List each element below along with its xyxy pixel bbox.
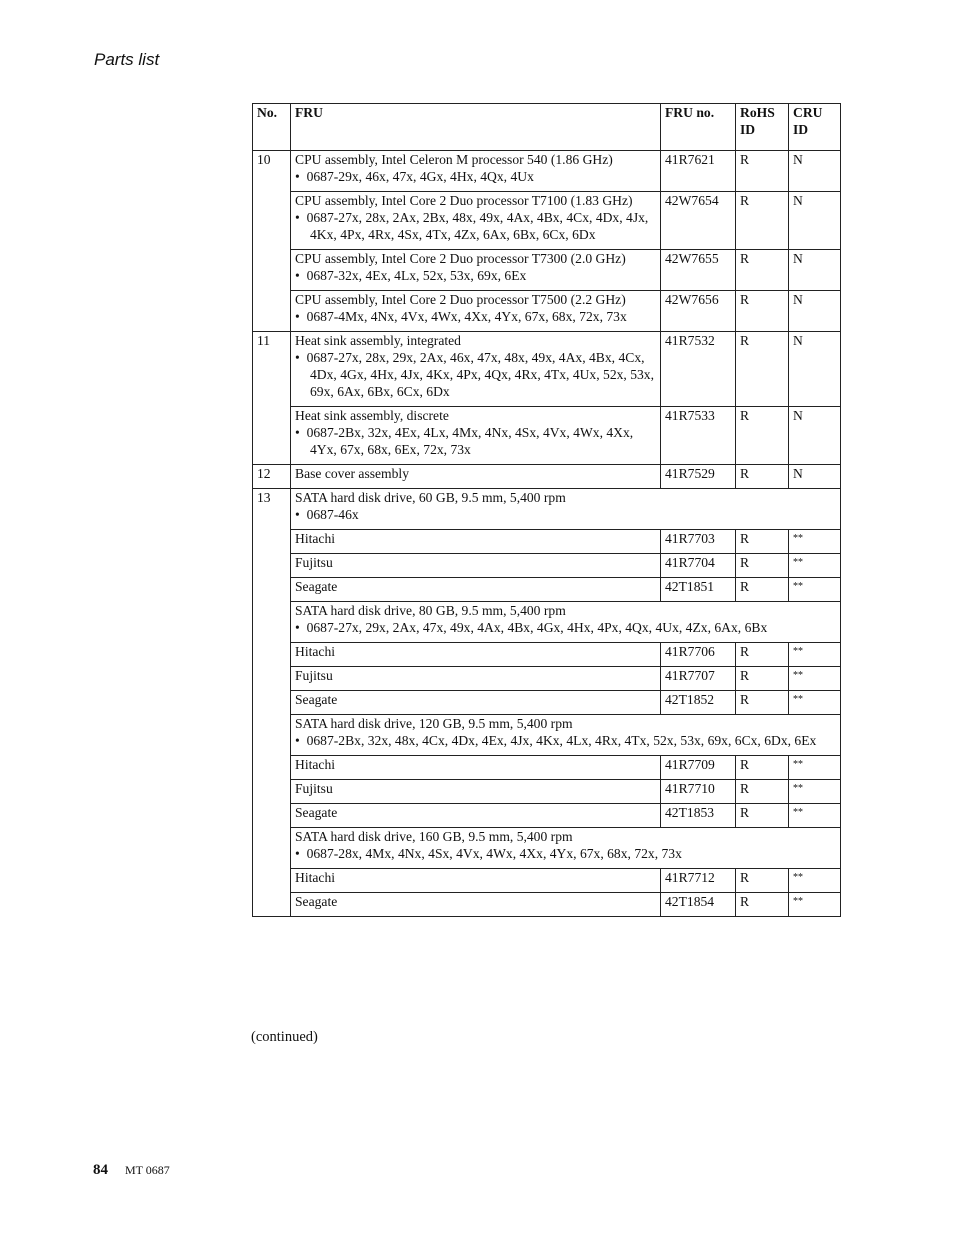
header-fru-no: FRU no. <box>661 104 736 151</box>
model-numbers: 0687-27x, 28x, 2Ax, 2Bx, 48x, 49x, 4Ax, 4Bx, 4Cx, 4Dx, 4Jx, 4Kx, 4Px, 4Rx, 4Sx, 4Tx, 4Zx, 6Ax, 6Bx, 6Cx, 6Dx <box>306 210 649 242</box>
table-row <box>253 667 841 691</box>
model-list <box>295 349 656 400</box>
vendor-name: Seagate <box>291 691 661 715</box>
rohs-id: R <box>736 192 789 250</box>
fru-number: 41R7707 <box>661 667 736 691</box>
fru-number: 42W7656 <box>661 291 736 332</box>
fru-description: SATA hard disk drive, 160 GB, 9.5 mm, 5,400 rpm <box>295 829 573 844</box>
page-number: 84 <box>93 1162 108 1178</box>
model-list <box>295 209 656 243</box>
fru-number: 42T1851 <box>661 578 736 602</box>
table-row <box>253 602 841 643</box>
table-row <box>253 578 841 602</box>
fru-description-cell <box>291 291 661 332</box>
fru-number: 41R7704 <box>661 554 736 578</box>
model-list <box>295 308 656 325</box>
fru-description-cell <box>291 715 841 756</box>
header-no: No. <box>253 104 291 151</box>
model-numbers: 0687-32x, 4Ex, 4Lx, 52x, 53x, 69x, 6Ex <box>306 268 527 283</box>
model-numbers: 0687-27x, 28x, 29x, 2Ax, 46x, 47x, 48x, 49x, 4Ax, 4Bx, 4Cx, 4Dx, 4Gx, 4Hx, 4Jx, 4Kx, 4Px, 4Qx, 4Rx, 4Tx, 4Ux, 52x, 53x, 69x, 6Ax, 6Bx, 6Cx, 6Dx <box>306 350 655 399</box>
table-row <box>253 192 841 250</box>
vendor-name: Fujitsu <box>291 780 661 804</box>
model-list <box>295 168 656 185</box>
cru-id: ** <box>789 578 841 602</box>
model-numbers: 0687-4Mx, 4Nx, 4Vx, 4Wx, 4Xx, 4Yx, 67x, 68x, 72x, 73x <box>306 309 627 324</box>
vendor-name: Seagate <box>291 893 661 917</box>
model-numbers: 0687-2Bx, 32x, 4Ex, 4Lx, 4Mx, 4Nx, 4Sx, 4Vx, 4Wx, 4Xx, 4Yx, 67x, 68x, 6Ex, 72x, 73x <box>306 425 634 457</box>
rohs-id: R <box>736 893 789 917</box>
header-cru: CRU ID <box>789 104 841 151</box>
rohs-id: R <box>736 756 789 780</box>
continued-note: (continued) <box>251 1029 318 1045</box>
fru-description-cell <box>291 151 661 192</box>
cru-id: N <box>789 151 841 192</box>
cru-id: ** <box>789 869 841 893</box>
vendor-name: Seagate <box>291 578 661 602</box>
rohs-id: R <box>736 291 789 332</box>
table-row <box>253 291 841 332</box>
fru-description: Heat sink assembly, discrete <box>295 408 449 423</box>
rohs-id: R <box>736 554 789 578</box>
cru-id: ** <box>789 530 841 554</box>
cru-id: N <box>789 465 841 489</box>
fru-description: Base cover assembly <box>295 466 410 481</box>
fru-description: CPU assembly, Intel Core 2 Duo processor T7500 (2.2 GHz) <box>295 292 626 307</box>
table-row <box>253 530 841 554</box>
fru-number: 41R7532 <box>661 332 736 407</box>
table-row <box>253 554 841 578</box>
model-list <box>295 267 656 284</box>
fru-number: 42W7654 <box>661 192 736 250</box>
bullet-icon: • <box>295 309 300 324</box>
model-numbers: 0687-46x <box>306 507 359 522</box>
fru-description-cell <box>291 828 841 869</box>
table-row <box>253 893 841 917</box>
table-row <box>253 643 841 667</box>
fru-number: 41R7709 <box>661 756 736 780</box>
rohs-id: R <box>736 407 789 465</box>
item-number: 12 <box>253 465 291 489</box>
fru-description: CPU assembly, Intel Core 2 Duo processor T7300 (2.0 GHz) <box>295 251 626 266</box>
fru-number: 42T1853 <box>661 804 736 828</box>
cru-id: ** <box>789 780 841 804</box>
item-number: 13 <box>253 489 291 917</box>
rohs-id: R <box>736 643 789 667</box>
rohs-id: R <box>736 332 789 407</box>
fru-description: CPU assembly, Intel Celeron M processor 540 (1.86 GHz) <box>295 152 613 167</box>
bullet-icon: • <box>295 425 300 440</box>
cru-id: N <box>789 291 841 332</box>
fru-description-cell <box>291 489 841 530</box>
fru-description-cell <box>291 407 661 465</box>
rohs-id: R <box>736 530 789 554</box>
table-row <box>253 804 841 828</box>
table-row <box>253 756 841 780</box>
rohs-id: R <box>736 691 789 715</box>
parts-table <box>252 103 841 917</box>
table-row <box>253 465 841 489</box>
fru-description-cell <box>291 465 661 489</box>
cru-id: ** <box>789 554 841 578</box>
cru-id: N <box>789 250 841 291</box>
model-list <box>295 845 836 862</box>
fru-number: 41R7712 <box>661 869 736 893</box>
model-numbers: 0687-28x, 4Mx, 4Nx, 4Sx, 4Vx, 4Wx, 4Xx, 4Yx, 67x, 68x, 72x, 73x <box>306 846 682 861</box>
model-list <box>295 506 836 523</box>
rohs-id: R <box>736 804 789 828</box>
fru-number: 42T1852 <box>661 691 736 715</box>
fru-description-cell <box>291 192 661 250</box>
bullet-icon: • <box>295 846 300 861</box>
fru-description: SATA hard disk drive, 80 GB, 9.5 mm, 5,400 rpm <box>295 603 566 618</box>
table-row <box>253 407 841 465</box>
cru-id: ** <box>789 643 841 667</box>
fru-description-cell <box>291 332 661 407</box>
document-id: MT 0687 <box>125 1163 170 1177</box>
item-number: 10 <box>253 151 291 332</box>
page-footer <box>93 1162 170 1179</box>
fru-description: SATA hard disk drive, 120 GB, 9.5 mm, 5,400 rpm <box>295 716 573 731</box>
vendor-name: Hitachi <box>291 530 661 554</box>
cru-id: ** <box>789 893 841 917</box>
cru-id: ** <box>789 756 841 780</box>
fru-number: 41R7710 <box>661 780 736 804</box>
rohs-id: R <box>736 578 789 602</box>
header-fru: FRU <box>291 104 661 151</box>
fru-number: 41R7706 <box>661 643 736 667</box>
vendor-name: Hitachi <box>291 643 661 667</box>
fru-number: 41R7533 <box>661 407 736 465</box>
rohs-id: R <box>736 869 789 893</box>
table-row <box>253 828 841 869</box>
fru-number: 41R7529 <box>661 465 736 489</box>
rohs-id: R <box>736 250 789 291</box>
table-row <box>253 489 841 530</box>
cru-id: N <box>789 192 841 250</box>
rohs-id: R <box>736 151 789 192</box>
fru-description: CPU assembly, Intel Core 2 Duo processor T7100 (1.83 GHz) <box>295 193 633 208</box>
header-rohs: RoHS ID <box>736 104 789 151</box>
rohs-id: R <box>736 667 789 691</box>
model-list <box>295 732 836 749</box>
table-row <box>253 715 841 756</box>
cru-id: N <box>789 332 841 407</box>
fru-description: SATA hard disk drive, 60 GB, 9.5 mm, 5,400 rpm <box>295 490 566 505</box>
fru-number: 42T1854 <box>661 893 736 917</box>
bullet-icon: • <box>295 620 300 635</box>
fru-description-cell <box>291 602 841 643</box>
fru-description-cell <box>291 250 661 291</box>
table-row <box>253 151 841 192</box>
item-number: 11 <box>253 332 291 465</box>
bullet-icon: • <box>295 210 300 225</box>
fru-number: 41R7621 <box>661 151 736 192</box>
vendor-name: Fujitsu <box>291 554 661 578</box>
fru-description: Heat sink assembly, integrated <box>295 333 461 348</box>
bullet-icon: • <box>295 507 300 522</box>
table-row <box>253 780 841 804</box>
vendor-name: Fujitsu <box>291 667 661 691</box>
vendor-name: Seagate <box>291 804 661 828</box>
fru-number: 41R7703 <box>661 530 736 554</box>
section-title: Parts list <box>94 50 160 69</box>
fru-number: 42W7655 <box>661 250 736 291</box>
rohs-id: R <box>736 465 789 489</box>
model-numbers: 0687-27x, 29x, 2Ax, 47x, 49x, 4Ax, 4Bx, 4Gx, 4Hx, 4Px, 4Qx, 4Ux, 4Zx, 6Ax, 6Bx <box>306 620 768 635</box>
cru-id: ** <box>789 691 841 715</box>
table-row <box>253 869 841 893</box>
parts-table-body <box>253 151 841 917</box>
table-row <box>253 332 841 407</box>
bullet-icon: • <box>295 350 300 365</box>
model-numbers: 0687-29x, 46x, 47x, 4Gx, 4Hx, 4Qx, 4Ux <box>306 169 534 184</box>
table-row <box>253 691 841 715</box>
model-list <box>295 619 836 636</box>
cru-id: ** <box>789 667 841 691</box>
vendor-name: Hitachi <box>291 756 661 780</box>
cru-id: ** <box>789 804 841 828</box>
bullet-icon: • <box>295 733 300 748</box>
rohs-id: R <box>736 780 789 804</box>
vendor-name: Hitachi <box>291 869 661 893</box>
table-header-row <box>253 104 841 151</box>
bullet-icon: • <box>295 169 300 184</box>
cru-id: N <box>789 407 841 465</box>
bullet-icon: • <box>295 268 300 283</box>
model-numbers: 0687-2Bx, 32x, 48x, 4Cx, 4Dx, 4Ex, 4Jx, 4Kx, 4Lx, 4Rx, 4Tx, 52x, 53x, 69x, 6Cx, 6Dx, 6Ex <box>306 733 817 748</box>
model-list <box>295 424 656 458</box>
table-row <box>253 250 841 291</box>
